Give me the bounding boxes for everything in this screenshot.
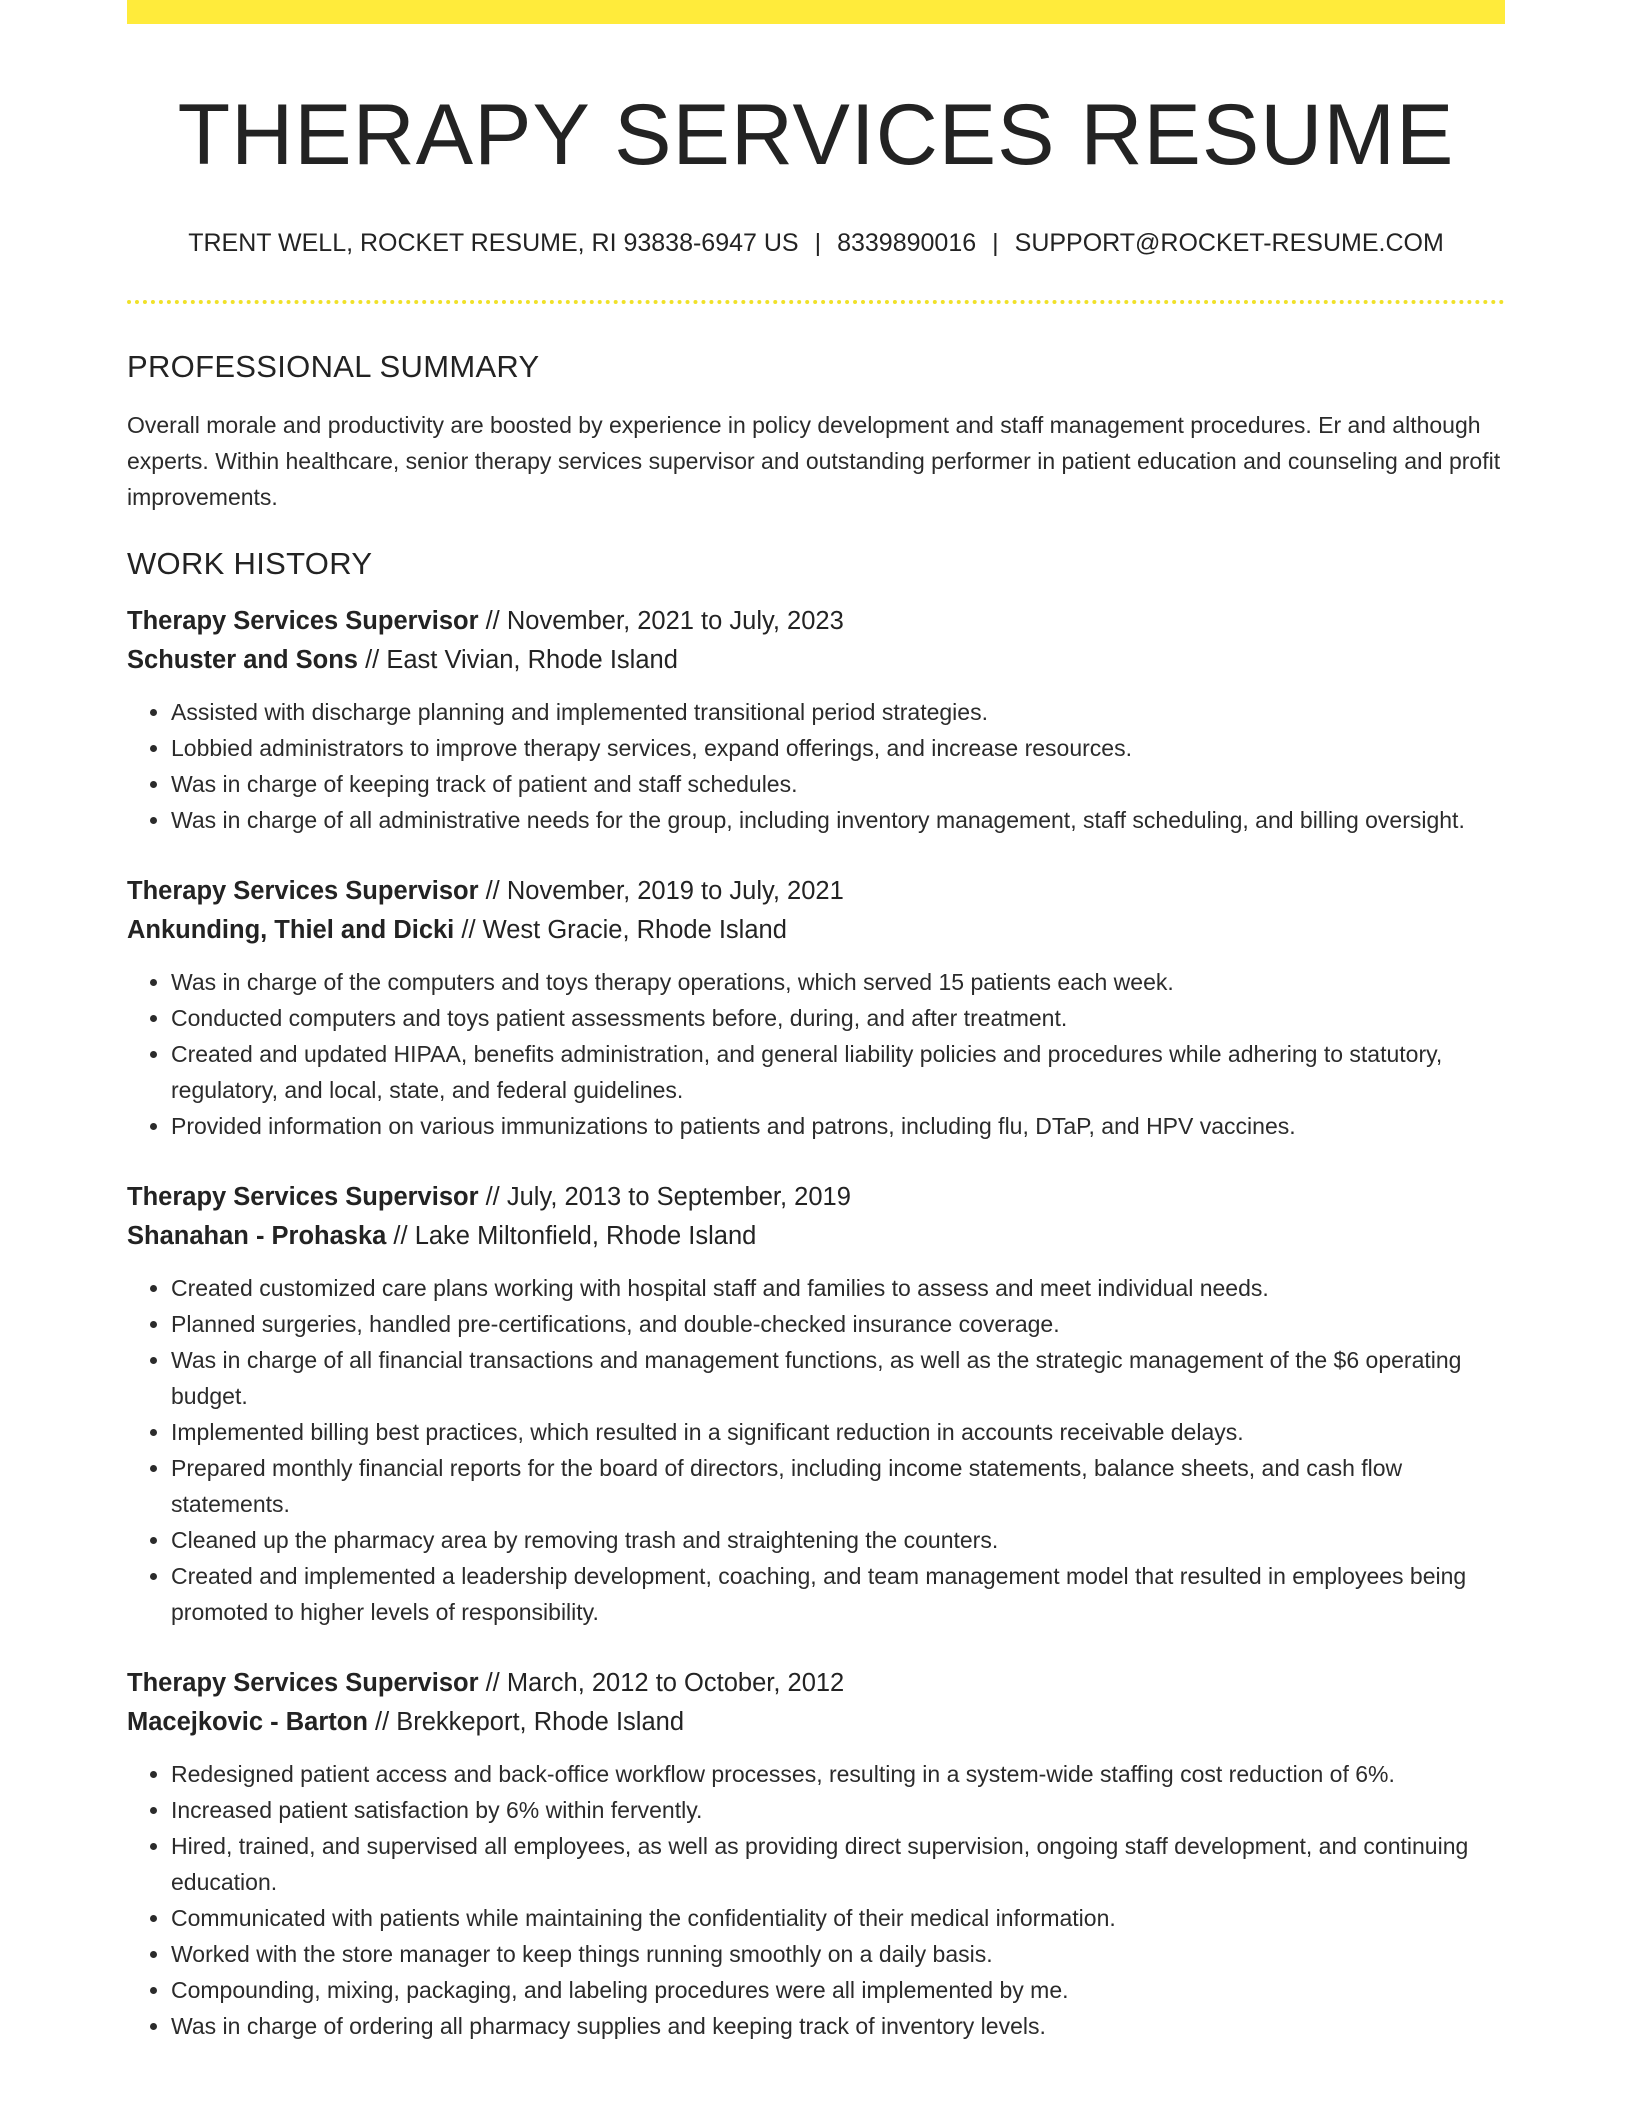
summary-text: Overall morale and productivity are boosted by experience in policy development and staff management procedures. Er and although experts. Within healthcare, senior therapy services supervisor and outstanding performer in patient education and counseling and profit improvements. xyxy=(127,411,1501,510)
job-location: Lake Miltonfield, Rhode Island xyxy=(414,1222,757,1251)
job-bullet: • Redesigned patient access and back-office workflow processes, resulting in a system-wide staffing cost reduction of 6%. xyxy=(171,1756,1505,1792)
job-bullet: • Was in charge of ordering all pharmacy supplies and keeping track of inventory levels. xyxy=(171,2008,1505,2044)
job-company-line xyxy=(127,1217,1505,1256)
job-separator: // xyxy=(367,1708,397,1737)
job-bullet: • Cleaned up the pharmacy area by removing trash and straightening the counters. xyxy=(171,1522,1505,1558)
contact-separator: | xyxy=(992,229,999,258)
job-separator: // xyxy=(478,607,507,636)
job-bullet: • Increased patient satisfaction by 6% within fervently. xyxy=(171,1792,1505,1828)
job-bullet: • Hired, trained, and supervised all employees, as well as providing direct supervision, ongoing staff development, and continuing education. xyxy=(171,1828,1505,1900)
job-title: Therapy Services Supervisor xyxy=(127,607,479,636)
job-entry xyxy=(127,602,1505,838)
job-entry xyxy=(127,872,1505,1144)
job-bullet-list xyxy=(127,1756,1505,2044)
job-bullet: • Created and updated HIPAA, benefits administration, and general liability policies and procedures while adhering to statutory, regulatory, and local, state, and federal guidelines. xyxy=(171,1036,1505,1108)
job-company-line xyxy=(127,1703,1505,1742)
job-title: Therapy Services Supervisor xyxy=(127,877,479,906)
job-dates: November, 2019 to July, 2021 xyxy=(506,877,844,906)
job-bullet: • Created and implemented a leadership development, coaching, and team management model that resulted in employees being promoted to higher levels of responsibility. xyxy=(171,1558,1505,1630)
job-location: West Gracie, Rhode Island xyxy=(482,916,787,945)
job-bullet: • Provided information on various immunizations to patients and patrons, including flu, DTaP, and HPV vaccines. xyxy=(171,1108,1505,1144)
contact-phone: 8339890016 xyxy=(837,229,977,258)
job-title: Therapy Services Supervisor xyxy=(127,1669,479,1698)
job-bullet: • Conducted computers and toys patient assessments before, during, and after treatment. xyxy=(171,1000,1505,1036)
job-dates: November, 2021 to July, 2023 xyxy=(506,607,844,636)
job-bullet: • Planned surgeries, handled pre-certifications, and double-checked insurance coverage. xyxy=(171,1306,1505,1342)
job-bullet: • Assisted with discharge planning and implemented transitional period strategies. xyxy=(171,694,1505,730)
job-separator: // xyxy=(478,1183,507,1212)
job-title: Therapy Services Supervisor xyxy=(127,1183,479,1212)
contact-line xyxy=(127,227,1505,260)
job-company-line xyxy=(127,911,1505,950)
job-separator: // xyxy=(478,1669,507,1698)
contact-separator: | xyxy=(814,229,822,258)
contact-email: SUPPORT@ROCKET-RESUME.COM xyxy=(1014,229,1444,258)
accent-top-bar xyxy=(127,0,1505,24)
job-company-line xyxy=(127,641,1505,680)
job-company: Ankunding, Thiel and Dicki xyxy=(127,916,455,945)
job-title-line xyxy=(127,872,1505,911)
job-company: Macejkovic - Barton xyxy=(127,1708,368,1737)
job-entry xyxy=(127,1664,1505,2044)
job-bullet: • Communicated with patients while maintaining the confidentiality of their medical information. xyxy=(171,1900,1505,1936)
job-company: Shanahan - Prohaska xyxy=(127,1222,387,1251)
job-company: Schuster and Sons xyxy=(127,646,358,675)
job-bullet: • Was in charge of all financial transactions and management functions, as well as the strategic management of the $6 operating budget. xyxy=(171,1342,1505,1414)
job-title-line xyxy=(127,602,1505,641)
job-bullet-list xyxy=(127,964,1505,1144)
job-dates: July, 2013 to September, 2019 xyxy=(506,1183,851,1212)
job-bullet: • Was in charge of all administrative needs for the group, including inventory management, staff scheduling, and billing oversight. xyxy=(171,802,1505,838)
work-history-heading: WORK HISTORY xyxy=(127,545,373,581)
job-bullet-list xyxy=(127,694,1505,838)
work-history-list xyxy=(127,602,1505,2044)
job-bullet: • Created customized care plans working with hospital staff and families to assess and meet individual needs. xyxy=(171,1270,1505,1306)
summary-heading: PROFESSIONAL SUMMARY xyxy=(127,348,540,384)
job-bullet: • Implemented billing best practices, which resulted in a significant reduction in accounts receivable delays. xyxy=(171,1414,1505,1450)
job-separator: // xyxy=(478,877,507,906)
resume-page xyxy=(127,0,1505,2044)
job-separator: // xyxy=(357,646,387,675)
job-separator: // xyxy=(386,1222,415,1251)
dotted-divider xyxy=(127,300,1505,304)
job-bullet: • Was in charge of the computers and toys therapy operations, which served 15 patients each week. xyxy=(171,964,1505,1000)
job-bullet: • Prepared monthly financial reports for the board of directors, including income statements, balance sheets, and cash flow statements. xyxy=(171,1450,1505,1522)
contact-address: TRENT WELL, ROCKET RESUME, RI 93838-6947 US xyxy=(188,229,799,258)
job-separator: // xyxy=(454,916,483,945)
job-title-line xyxy=(127,1178,1505,1217)
job-entry xyxy=(127,1178,1505,1630)
resume-title: THERAPY SERVICES RESUME xyxy=(177,87,1455,183)
job-bullet: • Was in charge of keeping track of patient and staff schedules. xyxy=(171,766,1505,802)
job-location: Brekkeport, Rhode Island xyxy=(396,1708,684,1737)
job-bullet-list xyxy=(127,1270,1505,1630)
job-bullet: • Lobbied administrators to improve therapy services, expand offerings, and increase resources. xyxy=(171,730,1505,766)
job-bullet: • Worked with the store manager to keep things running smoothly on a daily basis. xyxy=(171,1936,1505,1972)
job-title-line xyxy=(127,1664,1505,1703)
job-dates: March, 2012 to October, 2012 xyxy=(506,1669,845,1698)
job-location: East Vivian, Rhode Island xyxy=(386,646,678,675)
job-bullet: • Compounding, mixing, packaging, and labeling procedures were all implemented by me. xyxy=(171,1972,1505,2008)
